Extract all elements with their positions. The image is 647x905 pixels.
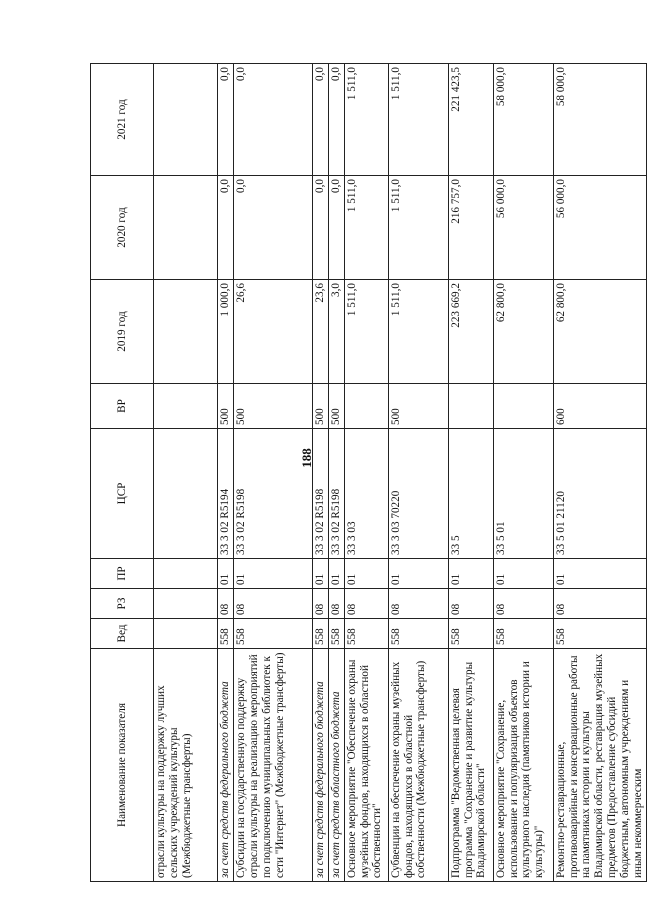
table-row <box>233 64 312 882</box>
row-csr: 33 3 03 <box>344 429 388 559</box>
page-number: 188 <box>299 448 314 468</box>
row-name: за счет средств федерального бюджета <box>218 649 234 882</box>
row-rz: 08 <box>312 589 328 619</box>
row-ved <box>154 619 218 649</box>
row-name: отрасли культуры на поддержку лучших сельских учреждений культуры (Межбюджетные трансферты) <box>154 649 218 882</box>
table-row <box>388 64 448 882</box>
row-2021 <box>154 64 218 176</box>
table-row <box>154 64 218 882</box>
row-vr: 600 <box>553 384 646 429</box>
row-pr: 01 <box>312 559 328 589</box>
row-rz: 08 <box>388 589 448 619</box>
row-rz: 08 <box>493 589 553 619</box>
header-csr: ЦСР <box>91 429 154 559</box>
row-2020: 56 000,0 <box>493 176 553 280</box>
row-ved: 558 <box>448 619 493 649</box>
row-csr: 33 3 02 R5198 <box>233 429 312 559</box>
row-name: за счет средств областного бюджета <box>328 649 344 882</box>
row-csr: 33 5 <box>448 429 493 559</box>
row-vr <box>493 384 553 429</box>
row-vr: 500 <box>388 384 448 429</box>
row-rz: 08 <box>448 589 493 619</box>
row-rz: 08 <box>553 589 646 619</box>
row-ved: 558 <box>218 619 234 649</box>
row-vr: 500 <box>233 384 312 429</box>
row-2020: 0,0 <box>328 176 344 280</box>
row-vr: 500 <box>218 384 234 429</box>
row-csr: 33 3 02 R5198 <box>312 429 328 559</box>
row-2021: 0,0 <box>218 64 234 176</box>
row-ved: 558 <box>493 619 553 649</box>
row-csr: 33 5 01 21120 <box>553 429 646 559</box>
row-pr: 01 <box>388 559 448 589</box>
row-2019 <box>154 280 218 384</box>
row-pr: 01 <box>233 559 312 589</box>
row-vr <box>448 384 493 429</box>
table-row <box>344 64 388 882</box>
row-2021: 0,0 <box>233 64 312 176</box>
row-2021: 1 511,0 <box>344 64 388 176</box>
row-ved: 558 <box>344 619 388 649</box>
row-pr: 01 <box>448 559 493 589</box>
header-2021: 2021 год <box>91 64 154 176</box>
row-rz: 08 <box>218 589 234 619</box>
row-name: Основное мероприятие "Сохранение, использование и популяризация объектов культурного наследия (памятников истории и культуры)" <box>493 649 553 882</box>
header-rz: РЗ <box>91 589 154 619</box>
row-ved: 558 <box>312 619 328 649</box>
row-2019: 1 511,0 <box>344 280 388 384</box>
row-2020: 0,0 <box>218 176 234 280</box>
row-2021: 0,0 <box>328 64 344 176</box>
row-ved: 558 <box>553 619 646 649</box>
row-2020: 56 000,0 <box>553 176 646 280</box>
row-name: за счет средств федерального бюджета <box>312 649 328 882</box>
header-vr: ВР <box>91 384 154 429</box>
row-name: Основное мероприятие "Обеспечение охраны музейных фондов, находящихся в областной собственности" <box>344 649 388 882</box>
row-pr: 01 <box>493 559 553 589</box>
row-ved: 558 <box>328 619 344 649</box>
row-2019: 3,0 <box>328 280 344 384</box>
row-2019: 62 800,0 <box>493 280 553 384</box>
budget-table-container <box>90 64 644 882</box>
table-row <box>448 64 493 882</box>
row-csr <box>154 429 218 559</box>
row-2021: 1 511,0 <box>388 64 448 176</box>
row-rz: 08 <box>344 589 388 619</box>
row-pr: 01 <box>328 559 344 589</box>
header-2019: 2019 год <box>91 280 154 384</box>
header-pr: ПР <box>91 559 154 589</box>
row-csr: 33 3 03 70220 <box>388 429 448 559</box>
row-vr <box>344 384 388 429</box>
budget-table <box>90 63 647 882</box>
row-rz: 08 <box>233 589 312 619</box>
row-csr: 33 5 01 <box>493 429 553 559</box>
row-2021: 221 423,5 <box>448 64 493 176</box>
row-pr <box>154 559 218 589</box>
row-vr <box>154 384 218 429</box>
row-pr: 01 <box>553 559 646 589</box>
row-pr: 01 <box>344 559 388 589</box>
row-2021: 58 000,0 <box>553 64 646 176</box>
row-2020 <box>154 176 218 280</box>
table-row <box>493 64 553 882</box>
table-row <box>328 64 344 882</box>
row-rz: 08 <box>328 589 344 619</box>
row-csr: 33 3 02 R5198 <box>328 429 344 559</box>
row-2019: 1 000,0 <box>218 280 234 384</box>
row-ved: 558 <box>388 619 448 649</box>
row-rz <box>154 589 218 619</box>
row-2019: 26,6 <box>233 280 312 384</box>
row-vr: 500 <box>328 384 344 429</box>
table-row <box>218 64 234 882</box>
row-csr: 33 3 02 R5194 <box>218 429 234 559</box>
header-name: Наименование показателя <box>91 649 154 882</box>
row-name: Подпрограмма "Ведомственная целевая программа "Сохранение и развитие культуры Владимирской области" <box>448 649 493 882</box>
row-2020: 216 757,0 <box>448 176 493 280</box>
row-name: Субвенции на обеспечение охраны музейных фондов, находящихся в областной собственности (Межбюджетные трансферты) <box>388 649 448 882</box>
row-2020: 0,0 <box>233 176 312 280</box>
row-2019: 23,6 <box>312 280 328 384</box>
row-2021: 58 000,0 <box>493 64 553 176</box>
row-2019: 1 511,0 <box>388 280 448 384</box>
table-row <box>553 64 646 882</box>
row-pr: 01 <box>218 559 234 589</box>
row-2020: 1 511,0 <box>388 176 448 280</box>
row-name: Субсидии на государственную поддержку отрасли культуры на реализацию мероприятий по подключению муниципальных библиотек к сети "Интернет" (Межбюджетные трансферты) <box>233 649 312 882</box>
row-2020: 1 511,0 <box>344 176 388 280</box>
row-2019: 223 669,2 <box>448 280 493 384</box>
row-name: Ремонтно-реставрационные, противоаварийные и консервационные работы на памятниках истории и культуры Владимирской области, реставрация музейных предметов (Предоставление субсидий бюджетным, автономным учреждениям и иным некоммерческим <box>553 649 646 882</box>
header-2020: 2020 год <box>91 176 154 280</box>
row-2019: 62 800,0 <box>553 280 646 384</box>
row-2021: 0,0 <box>312 64 328 176</box>
row-2020: 0,0 <box>312 176 328 280</box>
row-vr: 500 <box>312 384 328 429</box>
row-ved: 558 <box>233 619 312 649</box>
header-ved: Вед <box>91 619 154 649</box>
header-row <box>91 64 154 882</box>
table-row <box>312 64 328 882</box>
